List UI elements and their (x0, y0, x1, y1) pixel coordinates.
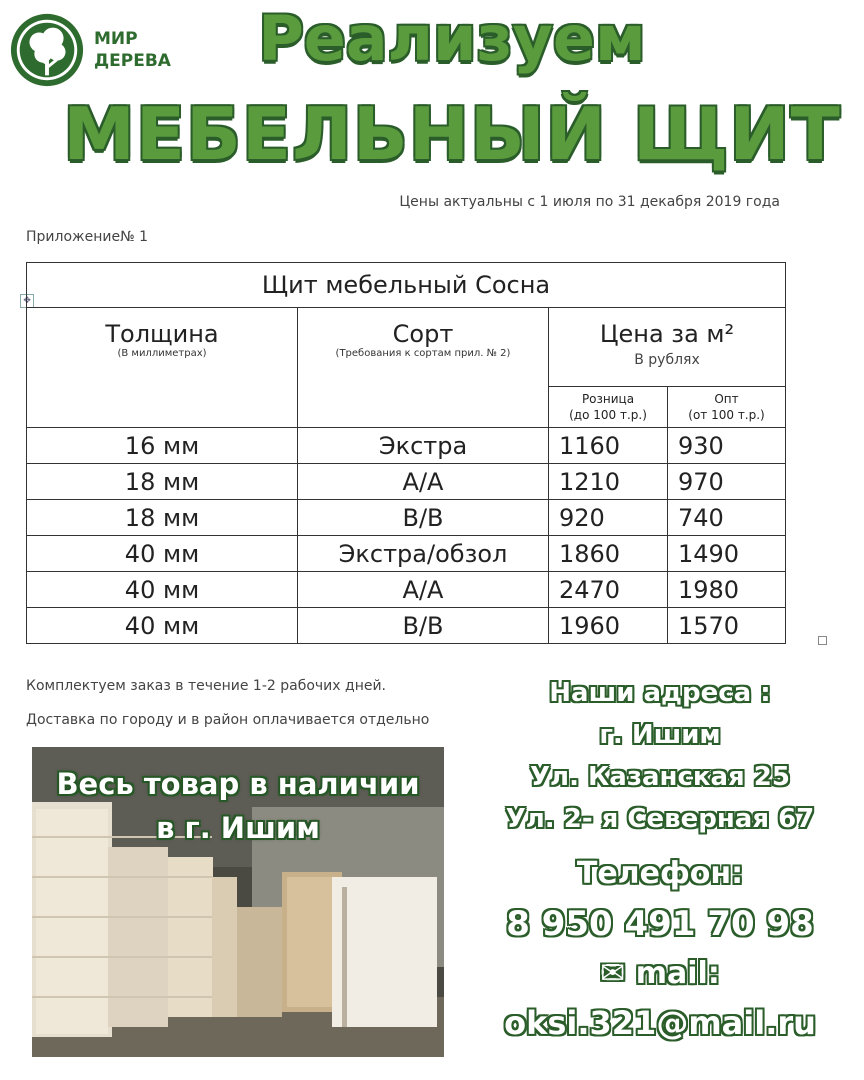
thickness-cell: 16 мм (27, 428, 298, 464)
grade-cell: Экстра (298, 428, 549, 464)
warehouse-photo (32, 747, 444, 1057)
retail-price-cell: 2470 (549, 572, 668, 608)
retail-price-cell: 1210 (549, 464, 668, 500)
retail-price-cell: 1860 (549, 536, 668, 572)
logo-text-line1: МИР (94, 29, 138, 49)
thickness-cell: 40 мм (27, 572, 298, 608)
city-name: г. Ишим (599, 720, 721, 750)
photo-caption-line1: Весь товар в наличии (56, 767, 420, 801)
table-row (27, 608, 786, 644)
phone-number: 8 950 491 70 98 (506, 904, 814, 944)
retail-price-cell: 1960 (549, 608, 668, 644)
table-row (27, 500, 786, 536)
retail-price-cell: 920 (549, 500, 668, 536)
headline-line2: МЕБЕЛЬНЫЙ ЩИТ (63, 92, 841, 176)
header-retail (549, 387, 668, 428)
address-line-1: Ул. Казанская 25 (530, 762, 790, 792)
grade-cell: В/В (298, 608, 549, 644)
header-price-label: Цена за м² (599, 320, 735, 348)
header-grade-label: Сорт (392, 320, 454, 348)
table-row (27, 572, 786, 608)
header-wholesale (668, 387, 786, 428)
table-resize-handle (818, 636, 827, 645)
header-thickness (27, 308, 298, 428)
wholesale-price-cell: 1570 (668, 608, 786, 644)
mail-title-row (470, 956, 850, 991)
price-table (26, 262, 786, 644)
header-retail-label: Розница (581, 392, 635, 406)
grade-cell: Экстра/обзол (298, 536, 549, 572)
table-row (27, 536, 786, 572)
delivery-note: Доставка по городу и в район оплачивается отдельно (26, 712, 430, 728)
addresses-title: Наши адреса : (549, 678, 771, 708)
logo-text-line2: ДЕРЕВА (94, 51, 171, 71)
price-validity-note: Цены актуальны с 1 июля по 31 декабря 2019 года (399, 194, 780, 210)
grade-cell: А/А (298, 572, 549, 608)
appendix-label: Приложение№ 1 (26, 229, 149, 245)
header-price-sub: В рублях (634, 352, 700, 368)
phone-title: Телефон: (576, 856, 744, 891)
order-lead-time-note: Комплектуем заказ в течение 1-2 рабочих дней. (26, 678, 387, 694)
thickness-cell: 40 мм (27, 608, 298, 644)
header-retail-sub: (до 100 т.р.) (569, 408, 647, 422)
header-grade-sub: (Требования к сортам прил. № 2) (335, 348, 511, 359)
grade-cell: А/А (298, 464, 549, 500)
wholesale-price-cell: 740 (668, 500, 786, 536)
header-wholesale-label: Опт (714, 392, 739, 406)
grade-cell: В/В (298, 500, 549, 536)
address-line-2: Ул. 2- я Северная 67 (505, 804, 815, 834)
retail-price-cell: 1160 (549, 428, 668, 464)
email-address: oksi.321@mail.ru (504, 1004, 816, 1042)
headline-line1: Реализуем (258, 2, 646, 75)
table-caption: Щит мебельный Сосна (27, 263, 786, 308)
header-wholesale-sub: (от 100 т.р.) (688, 408, 765, 422)
wholesale-price-cell: 1980 (668, 572, 786, 608)
wholesale-price-cell: 930 (668, 428, 786, 464)
header-grade (298, 308, 549, 428)
thickness-cell: 40 мм (27, 536, 298, 572)
table-move-handle-icon: ✥ (20, 294, 34, 308)
photo-caption-line2: в г. Ишим (156, 811, 320, 845)
wholesale-price-cell: 1490 (668, 536, 786, 572)
header-thickness-label: Толщина (105, 320, 219, 348)
table-row (27, 464, 786, 500)
header-price (549, 308, 786, 387)
thickness-cell: 18 мм (27, 464, 298, 500)
envelope-icon: ✉ (600, 956, 626, 991)
header-thickness-sub: (В миллиметрах) (117, 348, 207, 359)
wholesale-price-cell: 970 (668, 464, 786, 500)
mail-title: mail: (635, 956, 720, 991)
thickness-cell: 18 мм (27, 500, 298, 536)
table-row (27, 428, 786, 464)
